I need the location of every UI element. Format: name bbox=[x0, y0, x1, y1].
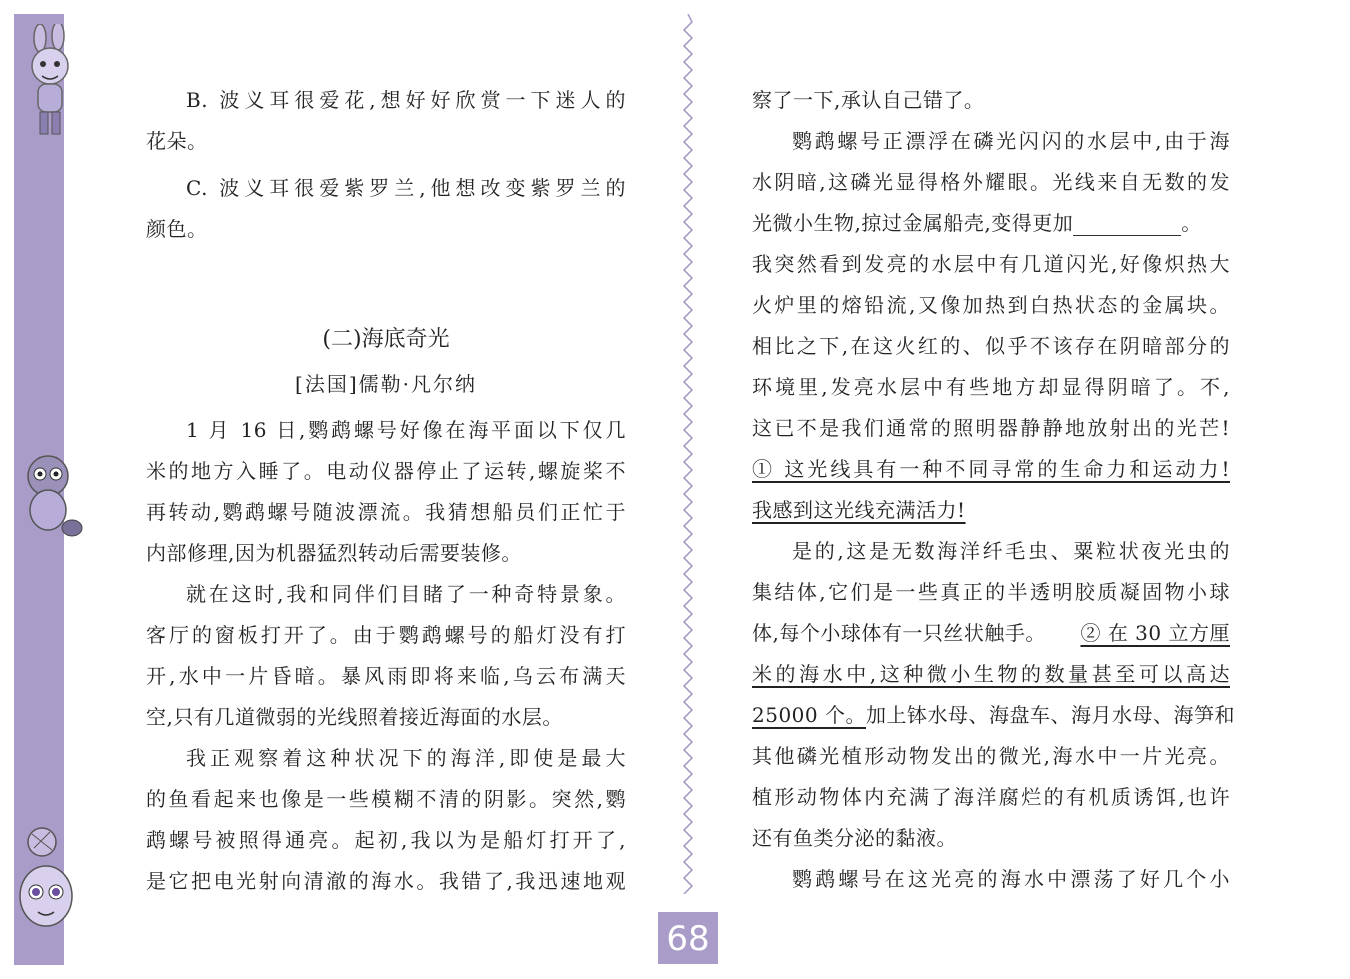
blank-line-end: 。 bbox=[1181, 211, 1202, 235]
left-body-line: 鹉螺号被照得通亮。起初,我以为是船灯打开了, bbox=[146, 828, 626, 852]
page-number: 68 bbox=[658, 912, 718, 964]
right-p3-line-7: 植形动物体内充满了海洋腐烂的有机质诱饵,也许 bbox=[752, 785, 1230, 809]
page-divider bbox=[682, 14, 694, 894]
left-body-line: 就在这时,我和同伴们目睹了一种奇特景象。 bbox=[186, 582, 626, 606]
left-body-line: 的鱼看起来也像是一些模糊不清的阴影。突然,鹦 bbox=[146, 787, 626, 811]
raccoon-cartoon-icon bbox=[10, 448, 90, 548]
tiger-cartoon-icon bbox=[14, 820, 80, 950]
left-body-line: 内部修理,因为机器猛烈转动后需要装修。 bbox=[146, 541, 522, 565]
underlined-sentence-2-end: 25000 个。 bbox=[752, 703, 866, 727]
right-p3-line-2: 集结体,它们是一些真正的半透明胶质凝固物小球 bbox=[752, 580, 1230, 604]
left-body-line: 再转动,鹦鹉螺号随波漂流。我猜想船员们正忙于 bbox=[146, 500, 626, 524]
blank-line-text: 光微小生物,掠过金属船壳,变得更加 bbox=[752, 211, 1074, 235]
underlined-sentence-1-text: 我感到这光线充满活力! bbox=[752, 498, 966, 522]
underlined-sentence-2-line-2: 米的海水中,这种微小生物的数量甚至可以高达 bbox=[752, 662, 1230, 686]
underlined-sentence-1-line-1: ① 这光线具有一种不同寻常的生命力和运动力! bbox=[752, 457, 1230, 481]
p3-mixed-before: 体,每个小球体有一只丝状触手。 bbox=[752, 621, 1046, 645]
underlined-sentence-2-start: ② 在 30 立方厘 bbox=[1080, 621, 1230, 645]
right-p2-line-1: 鹦鹉螺号正漂浮在磷光闪闪的水层中,由于海 bbox=[792, 129, 1230, 153]
fill-in-blank-line bbox=[752, 203, 1230, 244]
right-line-1: 察了一下,承认自己错了。 bbox=[752, 88, 985, 112]
right-p3-line-5 bbox=[752, 695, 1235, 736]
right-page bbox=[752, 80, 1235, 900]
option-c-line1: C. 波义耳很爱紫罗兰,他想改变紫罗兰的 bbox=[186, 176, 626, 200]
underlined-sentence-1-line-2 bbox=[752, 490, 1230, 531]
right-p2-line-2: 水阴暗,这磷光显得格外耀眼。光线来自无数的发 bbox=[752, 170, 1230, 194]
option-b-line1: B. 波义耳很爱花,想好好欣赏一下迷人的 bbox=[186, 88, 626, 112]
left-body-line: 空,只有几道微弱的光线照着接近海面的水层。 bbox=[146, 705, 563, 729]
option-c-line2: 颜色。 bbox=[146, 217, 208, 241]
p3-after: 加上钵水母、海盘车、海月水母、海笋和 bbox=[865, 703, 1235, 727]
left-body-line: 米的地方入睡了。电动仪器停止了运转,螺旋桨不 bbox=[146, 459, 626, 483]
rabbit-cartoon-icon bbox=[10, 24, 90, 144]
right-p2-line-7: 环境里,发亮水层中有些地方却显得阴暗了。不, bbox=[752, 375, 1230, 399]
left-body-text bbox=[146, 410, 626, 902]
left-body-line: 开,水中一片昏暗。暴风雨即将来临,乌云布满天 bbox=[146, 664, 626, 688]
article-author: [法国]儒勒·凡尔纳 bbox=[295, 372, 477, 396]
article-heading: (二)海底奇光 bbox=[322, 327, 450, 352]
right-p3-line-1: 是的,这是无数海洋纤毛虫、粟粒状夜光虫的 bbox=[792, 539, 1230, 563]
answer-blank[interactable] bbox=[1073, 213, 1181, 236]
right-p3-line-3 bbox=[752, 613, 1230, 654]
right-p2-line-6: 相比之下,在这火红的、似乎不该存在阴暗部分的 bbox=[752, 334, 1230, 358]
right-p2-line-8: 这已不是我们通常的照明器静静地放射出的光芒! bbox=[752, 416, 1230, 440]
left-body-line: 是它把电光射向清澈的海水。我错了,我迅速地观 bbox=[146, 869, 626, 893]
right-p2-line-4: 我突然看到发亮的水层中有几道闪光,好像炽热大 bbox=[752, 252, 1230, 276]
right-p2-line-5: 火炉里的熔铅流,又像加热到白热状态的金属块。 bbox=[752, 293, 1230, 317]
left-body-line: 客厅的窗板打开了。由于鹦鹉螺号的船灯没有打 bbox=[146, 623, 626, 647]
option-b-line2: 花朵。 bbox=[146, 129, 208, 153]
right-p3-line-6: 其他磷光植形动物发出的微光,海水中一片光亮。 bbox=[752, 744, 1230, 768]
right-p3-line-8: 还有鱼类分泌的黏液。 bbox=[752, 826, 957, 850]
right-p4-line-1: 鹦鹉螺号在这光亮的海水中漂荡了好几个小 bbox=[792, 867, 1230, 891]
left-body-line: 1 月 16 日,鹦鹉螺号好像在海平面以下仅几 bbox=[186, 418, 626, 442]
left-body-line: 我正观察着这种状况下的海洋,即使是最大 bbox=[186, 746, 626, 770]
left-page bbox=[146, 80, 626, 902]
